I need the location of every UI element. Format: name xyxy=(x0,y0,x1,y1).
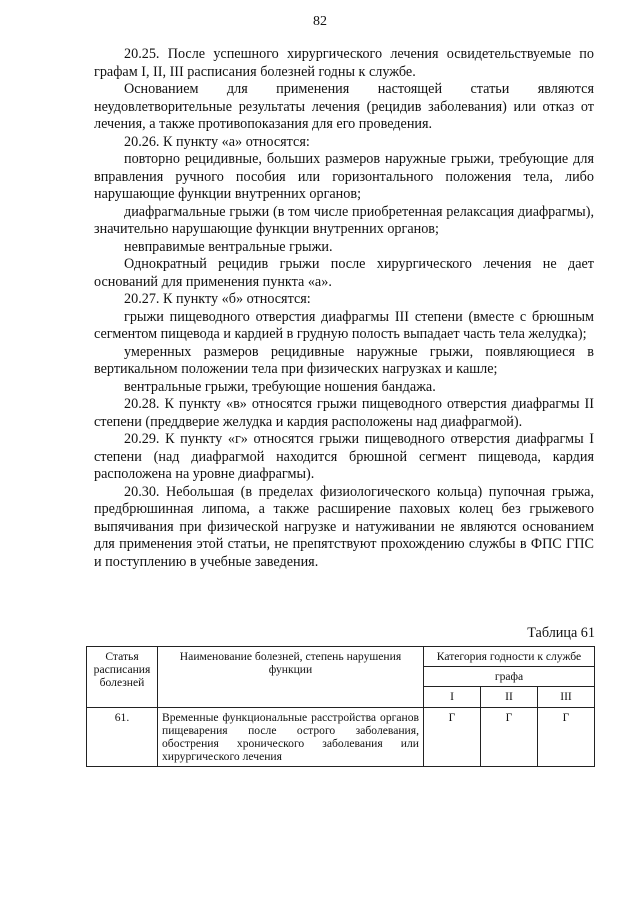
paragraph: повторно рецидивные, больших размеров наружные грыжи, требующие для вправления ручного пособия или горизонтального положения тела, либо нарушающие функции внутренних органов; xyxy=(94,151,594,202)
row-grafa-1: Г xyxy=(424,707,481,767)
paragraph: 20.25. После успешного хирургического лечения освидетельствуемые по графам I, II, III расписания болезней годны к службе. xyxy=(94,46,594,80)
table-row xyxy=(87,707,595,767)
paragraph: вентральные грыжи, требующие ношения бандажа. xyxy=(124,378,436,395)
paragraph: диафрагмальные грыжи (в том числе приобретенная релаксация диафрагмы), значительно нарушающие функции внутренних органов; xyxy=(94,203,594,237)
row-grafa-3: Г xyxy=(538,707,595,767)
paragraph: невправимые вентральные грыжи. xyxy=(124,238,333,255)
row-grafa-2: Г xyxy=(481,707,538,767)
paragraph: Основанием для применения настоящей статьи являются неудовлетворительные результаты лечения (рецидив заболевания) или отказ от лечения, а также противопоказания для его проведения. xyxy=(94,81,594,132)
table-caption: Таблица 61 xyxy=(527,625,595,641)
header-article: Статья расписания болезней xyxy=(87,647,158,708)
paragraph: 20.30. Небольшая (в пределах физиологического кольца) пупочная грыжа, предбрюшинная липома, а также расширение паховых колец без грыжевого выпячивания при физической нагрузке и натуживании не являются основанием для применения этой статьи, не препятствуют прохождению службы в ФПС ГПС и поступлению в учебные заведения. xyxy=(94,483,594,570)
disease-table xyxy=(86,646,595,767)
header-grafa: графа xyxy=(424,667,595,687)
paragraph: умеренных размеров рецидивные наружные грыжи, появляющиеся в вертикальном положении тела при физических нагрузках и кашле; xyxy=(94,343,594,377)
header-grafa-1: I xyxy=(424,687,481,707)
paragraph: 20.29. К пункту «г» относятся грыжи пищеводного отверстия диафрагмы I степени (над диафрагмой находится брюшной сегмент пищевода, кардия расположена на уровне диафрагмы). xyxy=(94,431,594,482)
paragraph: 20.27. К пункту «б» относятся: xyxy=(124,291,311,307)
row-name: Временные функциональные расстройства органов пищеварения после острого заболевания, обострения хронического заболевания или хирургического лечения xyxy=(158,707,424,767)
header-name: Наименование болезней, степень нарушения функции xyxy=(158,647,424,708)
header-category: Категория годности к службе xyxy=(424,647,595,667)
paragraph: Однократный рецидив грыжи после хирургического лечения не дает оснований для применения пункта «а». xyxy=(94,256,594,290)
header-grafa-3: III xyxy=(538,687,595,707)
paragraph: 20.26. К пункту «а» относятся: xyxy=(124,133,310,150)
text-block xyxy=(94,46,594,571)
row-article: 61. xyxy=(87,707,158,767)
paragraph: 20.28. К пункту «в» относятся грыжи пищеводного отверстия диафрагмы II степени (преддверие желудка и кардия расположены над диафрагмой). xyxy=(94,396,594,430)
table-header-row xyxy=(87,647,595,667)
header-grafa-2: II xyxy=(481,687,538,707)
paragraph: грыжи пищеводного отверстия диафрагмы III степени (вместе с брюшным сегментом пищевода и кардией в грудную полость выпадает часть тела желудка); xyxy=(94,308,594,342)
page-number: 82 xyxy=(313,14,327,29)
